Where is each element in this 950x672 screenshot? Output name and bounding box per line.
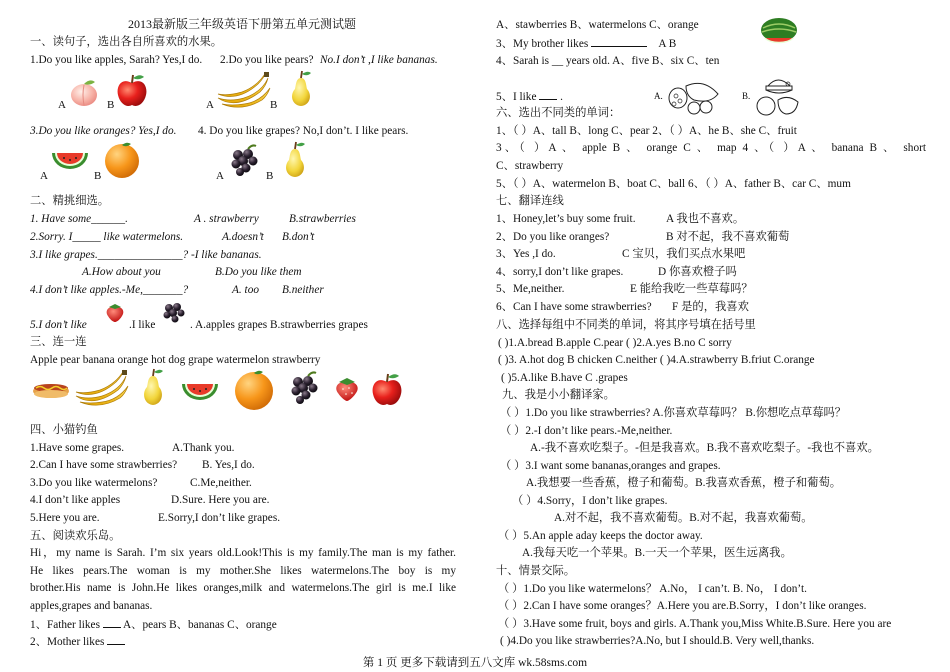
strawberry-icon [332, 374, 362, 404]
s2-q4-option-b: B.neither [282, 284, 324, 296]
orange-icon [102, 141, 142, 179]
s7-right-3: C 宝贝，我们买点水果吧 [622, 248, 746, 260]
option-label-a: A [40, 170, 48, 182]
pear-icon [140, 368, 166, 408]
s7-right-5: E 能给我吃一些草莓吗？ [630, 283, 753, 295]
s2-q3-option-b: B.Do you like them [215, 266, 302, 278]
s7-left-5: 5、Me,neither. [496, 283, 565, 295]
s10-line-2: （ ）2.Can I have some oranges？A.Here you are.B.Sorry，I don’t like oranges. [498, 600, 867, 612]
s2-question-5a: 5.I don’t like [30, 319, 87, 331]
banana-icon [214, 70, 272, 112]
s9-line-9: A.我每天吃一个苹果。B.一天一个苹果，医生远离我。 [522, 547, 792, 559]
s5-paragraph-line-4: apples,grapes and bananas. [30, 600, 153, 612]
pear-icon [288, 70, 314, 108]
orange-icon [232, 369, 276, 411]
watermelon-icon [758, 16, 800, 48]
section-6-heading: 六、选出不同类的单词： [496, 107, 621, 119]
s6-line-3: C、strawberry [496, 160, 564, 172]
s8-line-3: ( )5.A.like B.have C .grapes [501, 372, 628, 384]
answer-blank[interactable] [107, 634, 125, 645]
s9-line-4: （ ）3.I want some bananas,oranges and grapes. [500, 460, 721, 472]
section-7-heading: 七、翻译连线 [496, 195, 564, 207]
s3-word-list: Apple pear banana orange hot dog grape watermelon strawberry [30, 354, 321, 366]
s2-q1-option-a: A . strawberry [194, 213, 259, 225]
watermelon-icon [180, 374, 220, 404]
section-5-heading: 五、阅读欢乐岛。 [30, 530, 121, 542]
s4-right-5: E.Sorry,I don’t like grapes. [158, 512, 281, 524]
s2-question-4: 4.I don’t like apples.-Me,_______? [30, 284, 189, 296]
s5-question-5 [496, 89, 563, 104]
s4-left-3: 3.Do you like watermelons? [30, 477, 158, 489]
s4-left-1: 1.Have some grapes. [30, 442, 125, 454]
s5-paragraph-line-1: Hi，my name is Sarah. I’m six years old.Look!This is my family.The man is my father. [30, 547, 456, 559]
s2-q2-option-b: B.don’t [282, 231, 315, 243]
banana-icon [72, 368, 132, 412]
pear-icon [282, 141, 308, 179]
grape-icon [288, 370, 320, 406]
s2-q1-option-b: B.strawberries [289, 213, 356, 225]
s9-line-2: （ ）2.-I don’t like pears.-Me,neither. [500, 425, 673, 437]
s7-right-2: B 对不起，我不喜欢葡萄 [666, 231, 790, 243]
s7-left-4: 4、sorry,I don’t like grapes. [496, 266, 624, 278]
s4-right-4: D.Sure. Here you are. [171, 494, 270, 506]
watermelon-icon [50, 143, 90, 173]
s7-right-4: D 你喜欢橙子吗 [658, 266, 737, 278]
s10-line-3: （ ）3.Have some fruit, boys and girls. A.Thank you,Miss White.B.Sure. Here you are [498, 618, 892, 630]
s7-right-1: A 我也不喜欢。 [666, 213, 745, 225]
section-10-heading: 十、情景交际。 [496, 565, 576, 577]
option-label-a: A [216, 170, 224, 182]
s2-q2-option-a: A.doesn’t [222, 231, 264, 243]
s4-right-1: A.Thank you. [172, 442, 235, 454]
s1-question-2a: 2.Do you like pears? [220, 54, 314, 66]
s10-line-4: ( )4.Do you like strawberries?A.No, but I should.B. Very well,thanks. [500, 635, 815, 647]
s6-line-4: 5、（ ）A、watermelon B、boat C、ball 6、（ ）A、father B、car C、mum [496, 178, 851, 190]
option-label-b: B [94, 170, 102, 182]
answer-blank[interactable] [539, 89, 557, 100]
page-title: 2013最新版三年级英语下册第五单元测试题 [128, 17, 357, 31]
s8-line-1: ( )1.A.bread B.apple C.pear ( )2.A.yes B.no C sorry [498, 337, 732, 349]
option-label-a: A [206, 99, 214, 111]
grape-icon [161, 299, 187, 325]
s5-paragraph-line-2: He likes pears.The woman is my mother.She likes watermelons.The boy is my [30, 565, 456, 577]
s5-q1-stem: 1、Father likes [30, 619, 100, 631]
option-label-b: B [107, 99, 115, 111]
s5-q5-period: . [560, 91, 563, 103]
s4-right-2: B. Yes,I do. [202, 459, 255, 471]
s7-left-1: 1、Honey,let’s buy some fruit. [496, 213, 636, 225]
s5-question-2 [30, 634, 125, 649]
strawberry-icon [103, 301, 127, 323]
s9-line-6: （ ）4.Sorry，I don’t like grapes. [512, 495, 668, 507]
section-4-heading: 四、小猫钓鱼 [30, 424, 98, 436]
s5-q1-options: A、pears B、bananas C、orange [123, 619, 277, 631]
s5-q2-options: A、stawberries B、watermelons C、orange [496, 19, 699, 31]
apple-icon [370, 372, 404, 408]
answer-blank[interactable] [103, 617, 121, 628]
s4-left-5: 5.Here you are. [30, 512, 100, 524]
section-3-heading: 三、连一连 [30, 336, 87, 348]
s7-right-6: F 是的，我喜欢 [672, 301, 749, 313]
s2-q3-option-a: A.How about you [82, 266, 161, 278]
s10-line-1: （ ）1.Do you like watermelons？ A.No， I can’t. B. No， I don’t. [498, 583, 807, 595]
s1-question-3: 3.Do you like oranges? Yes,I do. [30, 125, 177, 137]
apple-icon [115, 73, 149, 109]
s1-question-2b: No.I don’t ,I like bananas. [320, 54, 438, 66]
s2-question-5b: .I like [129, 319, 156, 331]
section-8-heading: 八、选择每组中不同类的单词，将其序号填在括号里 [496, 319, 756, 331]
s6-line-2: 3、（ ）A 、 apple B 、 orange C 、 map 4 、（ ）A 、 banana B 、 short [496, 142, 926, 154]
s4-right-3: C.Me,neither. [190, 477, 252, 489]
s9-line-7: A.对不起，我不喜欢葡萄。B.对不起，我喜欢葡萄。 [554, 512, 813, 524]
s9-line-3: A.-我不喜欢吃梨子。-但是我喜欢。B.我不喜欢吃梨子。-我也不喜欢。 [530, 442, 879, 454]
s2-question-2: 2.Sorry. I_____ like watermelons. [30, 231, 184, 243]
fruit-basket-drawing-icon [664, 74, 722, 116]
s4-left-2: 2.Can I have some strawberries? [30, 459, 178, 471]
s9-line-8: （ ）5.An apple aday keeps the doctor away. [498, 530, 703, 542]
s5-question-4: 4、Sarah is __ years old. A、five B、six C、ten [496, 55, 720, 67]
s5-question-3 [496, 36, 676, 51]
s5-q3-options: A B [658, 38, 677, 50]
answer-blank[interactable] [591, 36, 647, 47]
section-2-heading: 二、精挑细选。 [30, 195, 110, 207]
s7-left-6: 6、Can I have some strawberries? [496, 301, 652, 313]
option-label-a: A [58, 99, 66, 111]
s7-left-2: 2、Do you like oranges? [496, 231, 610, 243]
peach-icon [68, 78, 100, 108]
s6-line-1: 1、（ ）A、tall B、long C、pear 2、（ ）A、he B、she C、fruit [496, 125, 797, 137]
option-label-b: B [266, 170, 274, 182]
option-label-b: B [270, 99, 278, 111]
grape-icon [228, 143, 260, 177]
hot-dog-icon [32, 378, 70, 400]
s5-q2-stem: 2、Mother likes [30, 636, 105, 648]
s1-question-1: 1.Do you like apples, Sarah? Yes,I do. [30, 54, 203, 66]
s9-line-1: （ ）1.Do you like strawberries? A.你喜欢草莓吗？ B.你想吃点草莓吗？ [500, 407, 847, 419]
section-9-heading: 九、我是小小翻译家。 [502, 389, 615, 401]
food-drawing-icon [752, 72, 804, 118]
s5-paragraph-line-3: brother.His name is John.He likes oranges,milk and watermelons.The girl is me.I like [30, 582, 456, 594]
section-1-heading: 一、读句子，选出各自所喜欢的水果。 [30, 36, 223, 48]
s2-question-3: 3.I like grapes._______________? -I like bananas. [30, 249, 262, 261]
s4-left-4: 4.I don’t like apples [30, 494, 121, 506]
s8-line-2: ( )3. A.hot dog B chicken C.neither ( )4.A.strawberry B.friut C.orange [498, 354, 815, 366]
s9-line-5: A.我想要一些香蕉，橙子和葡萄。B.我喜欢香蕉，橙子和葡萄。 [526, 477, 842, 489]
s5-q3-stem: 3、My brother likes [496, 38, 589, 50]
s2-question-5c: . A.apples grapes B.strawberries grapes [190, 319, 368, 331]
s1-question-4: 4. Do you like grapes? No,I don’t. I like pears. [198, 125, 409, 137]
s5-q5-stem: 5、I like [496, 91, 537, 103]
s5-question-1 [30, 617, 277, 632]
option-label-b: B. [742, 91, 751, 101]
page-footer: 第 1 页 更多下载请到五八文库 wk.58sms.com [362, 657, 588, 669]
s2-q4-option-a: A. too [232, 284, 259, 296]
s7-left-3: 3、Yes ,I do. [496, 248, 556, 260]
option-label-a: A. [654, 91, 663, 101]
s2-question-1: 1. Have some______. [30, 213, 128, 225]
